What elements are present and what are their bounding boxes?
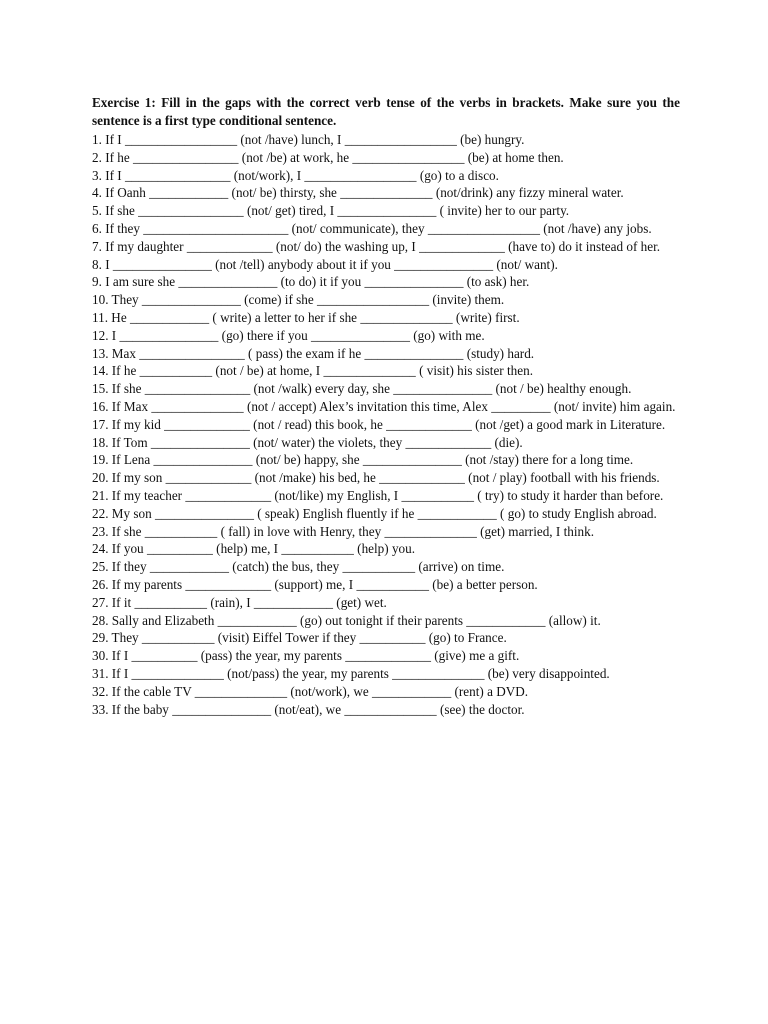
exercise-item-15: 15. If she ________________ (not /walk) every day, she _______________ (not / be) healthy enough. [92,381,632,397]
exercise-item-16: 16. If Max ______________ (not / accept) Alex’s invitation this time, Alex _________ (not/ invite) him again. [92,398,676,414]
exercise-item-5: 5. If she ________________ (not/ get) tired, I _______________ ( invite) her to our party. [92,203,570,219]
exercise-item-3: 3. If I ________________ (not/work), I _________________ (go) to a disco. [92,167,499,183]
exercise-item-14: 14. If he ___________ (not / be) at home, I ______________ ( visit) his sister then. [92,363,533,379]
exercise-item-32: 32. If the cable TV ______________ (not/work), we ____________ (rent) a DVD. [92,683,529,699]
exercise-item-20: 20. If my son _____________ (not /make) his bed, he _____________ (not / play) football with his friends. [92,470,660,486]
exercise-item-12: 12. I _______________ (go) there if you _______________ (go) with me. [92,327,485,343]
exercise-item-26: 26. If my parents _____________ (support) me, I ___________ (be) a better person. [92,576,538,592]
exercise-item-18: 18. If Tom _______________ (not/ water) the violets, they _____________ (die). [92,434,523,450]
exercise-item-25: 25. If they ____________ (catch) the bus, they ___________ (arrive) on time. [92,559,505,575]
exercise-item-7: 7. If my daughter _____________ (not/ do) the washing up, I _____________ (have to) do it instead of her. [92,238,661,254]
exercise-item-9: 9. I am sure she _______________ (to do) it if you _______________ (to ask) her. [92,274,530,290]
exercise-item-29: 29. They ___________ (visit) Eiffel Tower if they __________ (go) to France. [92,630,507,646]
exercise-item-17: 17. If my kid _____________ (not / read) this book, he _____________ (not /get) a good mark in Literature. [92,416,666,432]
exercise-item-19: 19. If Lena _______________ (not/ be) happy, she _______________ (not /stay) there for a long time. [92,452,634,468]
exercise-item-27: 27. If it ___________ (rain), I ____________ (get) wet. [92,594,387,610]
exercise-item-31: 31. If I ______________ (not/pass) the year, my parents ______________ (be) very disappointed. [92,665,610,681]
exercise-item-11: 11. He ____________ ( write) a letter to her if she ______________ (write) first. [92,309,520,325]
exercise-title: Exercise 1: Fill in the gaps with the correct verb tense of the verbs in brackets. Make sure you the sentence is a first type conditional sentence. [92,95,680,128]
exercise-item-33: 33. If the baby _______________ (not/eat), we ______________ (see) the doctor. [92,701,525,717]
exercise-item-8: 8. I _______________ (not /tell) anybody about it if you _______________ (not/ want). [92,256,558,272]
exercise-item-6: 6. If they ______________________ (not/ communicate), they _________________ (not /have) any jobs. [92,220,652,236]
exercise-item-10: 10. They _______________ (come) if she _________________ (invite) them. [92,292,505,308]
exercise-item-4: 4. If Oanh ____________ (not/ be) thirsty, she ______________ (not/drink) any fizzy mineral water. [92,185,624,201]
exercise-item-24: 24. If you __________ (help) me, I ___________ (help) you. [92,541,416,557]
exercise-item-13: 13. Max ________________ ( pass) the exam if he _______________ (study) hard. [92,345,535,361]
exercise-item-30: 30. If I __________ (pass) the year, my parents _____________ (give) me a gift. [92,648,520,664]
exercise-item-2: 2. If he ________________ (not /be) at work, he _________________ (be) at home then. [92,149,564,165]
exercise-item-28: 28. Sally and Elizabeth ____________ (go) out tonight if their parents ____________ (allow) it. [92,612,601,628]
exercise-list [92,131,680,718]
exercise-item-21: 21. If my teacher _____________ (not/like) my English, I ___________ ( try) to study it harder than before. [92,487,664,503]
exercise-item-22: 22. My son _______________ ( speak) English fluently if he ____________ ( go) to study English abroad. [92,505,657,521]
exercise-item-23: 23. If she ___________ ( fall) in love with Henry, they ______________ (get) married, I think. [92,523,594,539]
exercise-item-1: 1. If I _________________ (not /have) lunch, I _________________ (be) hungry. [92,132,525,147]
